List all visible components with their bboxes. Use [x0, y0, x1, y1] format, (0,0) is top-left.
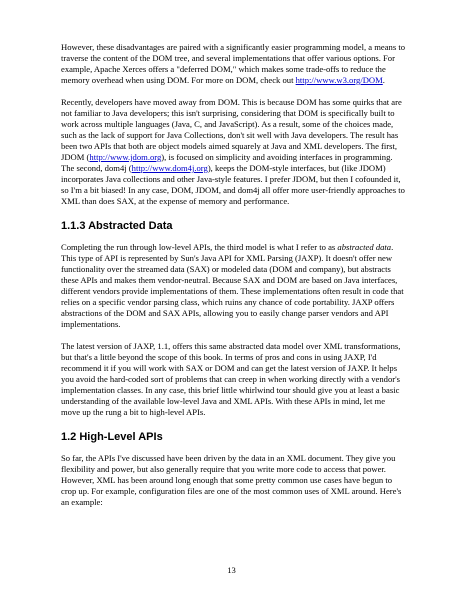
paragraph-text: ), is focused on simplicity and avoiding interfaces in programming. The second, dom4j ( — [61, 152, 393, 173]
paragraph-text: ), keeps the DOM-style interfaces, but (like JDOM) incorporates Java collections and other Java-style features. I prefer JDOM, but then I cofounded it, so I'm a bit biased! In any case, DOM, JDOM, and dom4j all offer more user-friendly approaches to XML than does SAX, at the expense of memory and performance. — [61, 163, 405, 206]
paragraph-jaxp-version: The latest version of JAXP, 1.1, offers this same abstracted data model over XML transformations, but that's a little beyond the scope of this book. In terms of pros and cons in using JAXP, I'd recommend it if you will work with SAX or DOM and can get the latest version of JAXP. It helps you avoid the hard-coded sort of problems that can creep in when working directly with a vendor's implementation classes. In any case, this brief little whirlwind tour should give you at least a basic understanding of the available low-level Java and XML APIs. With these APIs in mind, let me move up the rung a bit to high-level APIs. — [61, 341, 401, 417]
emphasis-abstracted-data: abstracted data — [337, 242, 392, 252]
paragraph-text: . This type of API is represented by Sun's Java API for XML Parsing (JAXP). It doesn't offer new functionality over the streamed data (SAX) or modeled data (DOM and company), but abstracts these APIs and makes them vendor-neutral. Because SAX and DOM are based on Java interfaces, different vendors provide implementations of them. These implementations often result in code that relies on a specific vendor parsing class, which ruins any chance of code portability. JAXP offers abstractions of the DOM and SAX APIs, allowing you to easily change parser vendors and API implementations. — [61, 242, 404, 329]
paragraph-text: Recently, developers have moved away from DOM. This is because DOM has some quirks that are not familiar to Java developers; this isn't surprising, considering that DOM is specifically built to work across multiple languages (Java, C, and JavaScript). As a result, some of the choices made, such as the lack of support for Java Collections, don't sit well with Java developers. The result has been two APIs that both are object models aimed squarely at Java and XML developers. The first, JDOM ( — [61, 97, 402, 162]
paragraph-dom-disadvantages — [61, 42, 405, 86]
paragraph-high-level: So far, the APIs I've discussed have been driven by the data in an XML document. They give you flexibility and power, but also generally require that you write more code to access that power. However, XML has been around long enough that some pretty common use cases have begun to crop up. For example, configuration files are one of the most common uses of XML around. Here's an example: — [61, 453, 402, 507]
link-dom4j[interactable]: http://www.dom4j.org — [131, 163, 208, 173]
paragraph-text: . — [382, 75, 385, 85]
paragraph-jdom-dom4j — [61, 97, 405, 207]
paragraph-jaxp-intro — [61, 242, 405, 330]
heading-abstracted-data: 1.1.3 Abstracted Data — [61, 220, 173, 232]
heading-high-level-apis: 1.2 High-Level APIs — [61, 431, 163, 443]
link-w3-dom[interactable]: http://www.w3.org/DOM — [295, 75, 383, 85]
paragraph-text: Completing the run through low-level APIs, the third model is what I refer to as — [61, 242, 338, 252]
page-number: 13 — [227, 565, 236, 575]
link-jdom[interactable]: http://www.jdom.org — [89, 152, 162, 162]
paragraph-text: However, these disadvantages are paired with a significantly easier programming model, a means to traverse the content of the DOM tree, and several implementations that offer various options. For example, Apache Xerces offers a "deferred DOM," which makes some trade-offs to reduce the memory overhead when using DOM. For more on DOM, check out — [61, 42, 406, 85]
